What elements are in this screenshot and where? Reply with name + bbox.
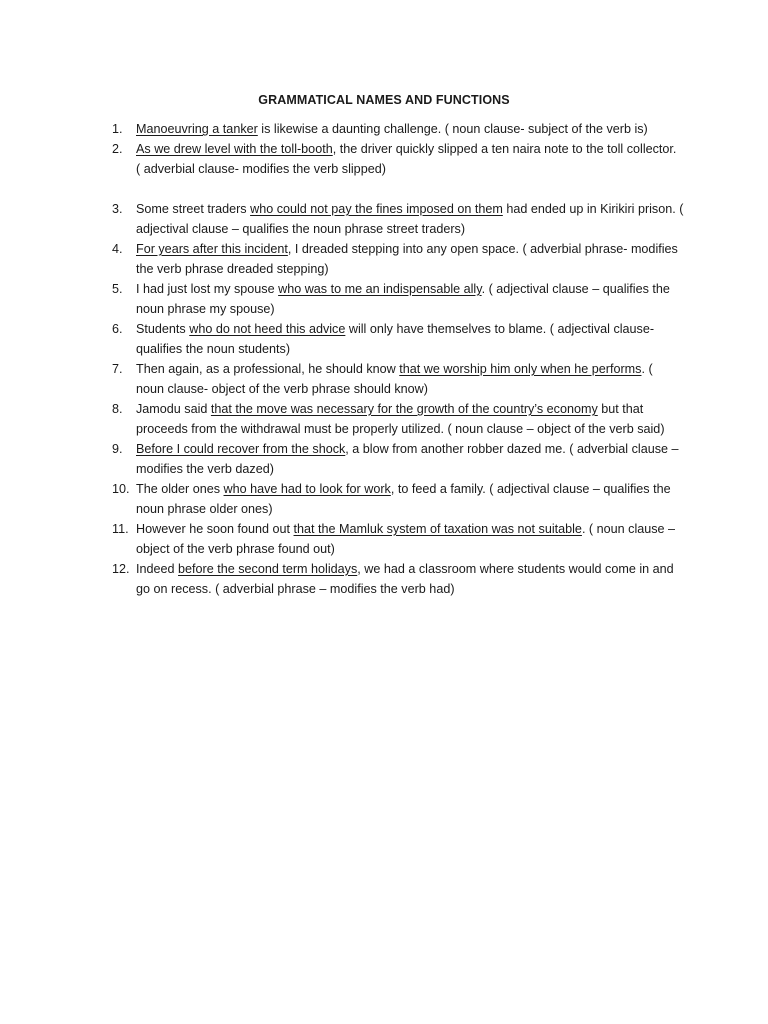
item-text-pre: The older ones bbox=[136, 482, 224, 496]
underlined-phrase: who do not heed this advice bbox=[189, 322, 346, 336]
item-text-post: , to feed a family. ( adjectival clause – qualifies the noun phrase older ones) bbox=[136, 482, 671, 516]
list-item-7 bbox=[112, 359, 684, 399]
list-item-5 bbox=[112, 279, 684, 319]
list-item-2 bbox=[112, 139, 684, 179]
item-number: 10. bbox=[112, 482, 130, 496]
item-text-pre: I had just lost my spouse bbox=[136, 282, 279, 296]
document-title: GRAMMATICAL NAMES AND FUNCTIONS bbox=[258, 93, 510, 107]
item-number: 2. bbox=[112, 142, 123, 156]
item-text-pre: Some street traders bbox=[136, 202, 251, 216]
underlined-phrase: Before I could recover from the shock bbox=[136, 442, 346, 456]
item-number: 8. bbox=[112, 402, 123, 416]
underlined-phrase: Manoeuvring a tanker bbox=[136, 122, 258, 136]
underlined-phrase: who have had to look for work bbox=[223, 482, 391, 496]
item-number: 9. bbox=[112, 442, 123, 456]
list-item-8 bbox=[112, 399, 684, 439]
item-text-pre: However he soon found out bbox=[136, 522, 294, 536]
list-item-9 bbox=[112, 439, 684, 479]
item-text-pre: Students bbox=[136, 322, 190, 336]
underlined-phrase: that the Mamluk system of taxation was not suitable bbox=[293, 522, 582, 536]
item-number: 12. bbox=[112, 562, 130, 576]
list-item-12 bbox=[112, 559, 684, 599]
item-text-post: had ended up in Kirikiri prison. ( adjectival clause – qualifies the noun phrase street traders) bbox=[136, 202, 684, 236]
item-text-post: . ( noun clause- object of the verb phrase should know) bbox=[136, 362, 653, 396]
underlined-phrase: that we worship him only when he performs bbox=[399, 362, 642, 376]
item-text-pre: Jamodu said bbox=[136, 402, 211, 416]
item-text-post: but that proceeds from the withdrawal must be properly utilized. ( noun clause – object of the verb said) bbox=[136, 402, 665, 436]
item-text-post: will only have themselves to blame. ( adjectival clause- qualifies the noun students) bbox=[136, 322, 655, 356]
item-text-post: . ( noun clause – object of the verb phrase found out) bbox=[136, 522, 676, 556]
underlined-phrase: who was to me an indispensable ally bbox=[278, 282, 482, 296]
item-number: 1. bbox=[112, 122, 123, 136]
item-text-post: , a blow from another robber dazed me. ( adverbial clause – modifies the verb dazed) bbox=[136, 442, 679, 476]
list-item-11 bbox=[112, 519, 684, 559]
item-text-post: , we had a classroom where students would come in and go on recess. ( adverbial phrase – modifies the verb had) bbox=[136, 562, 674, 596]
underlined-phrase: For years after this incident bbox=[136, 242, 288, 256]
item-text-post: is likewise a daunting challenge. ( noun clause- subject of the verb is) bbox=[257, 122, 648, 136]
item-number: 4. bbox=[112, 242, 123, 256]
list-item-1 bbox=[112, 119, 684, 139]
item-text-pre: Then again, as a professional, he should know bbox=[136, 362, 400, 376]
item-number: 5. bbox=[112, 282, 123, 296]
item-text-post: . ( adjectival clause – qualifies the noun phrase my spouse) bbox=[136, 282, 670, 316]
item-text-pre: Indeed bbox=[136, 562, 179, 576]
underlined-phrase: As we drew level with the toll-booth bbox=[136, 142, 333, 156]
item-text-post: , the driver quickly slipped a ten naira note to the toll collector. ( adverbial clause- modifies the verb slipped) bbox=[136, 142, 677, 176]
list-item-10 bbox=[112, 479, 684, 519]
underlined-phrase: who could not pay the fines imposed on them bbox=[250, 202, 503, 216]
item-number: 11. bbox=[112, 522, 129, 536]
underlined-phrase: that the move was necessary for the growth of the country’s economy bbox=[210, 402, 598, 416]
sentence-list bbox=[112, 119, 684, 599]
list-item-6 bbox=[112, 319, 684, 359]
item-number: 3. bbox=[112, 202, 123, 216]
list-item-3 bbox=[112, 199, 684, 239]
item-number: 6. bbox=[112, 322, 123, 336]
list-item-4 bbox=[112, 239, 684, 279]
underlined-phrase: before the second term holidays bbox=[178, 562, 358, 576]
item-text-post: , I dreaded stepping into any open space. ( adverbial phrase- modifies the verb phrase dreaded stepping) bbox=[136, 242, 678, 276]
item-number: 7. bbox=[112, 362, 123, 376]
